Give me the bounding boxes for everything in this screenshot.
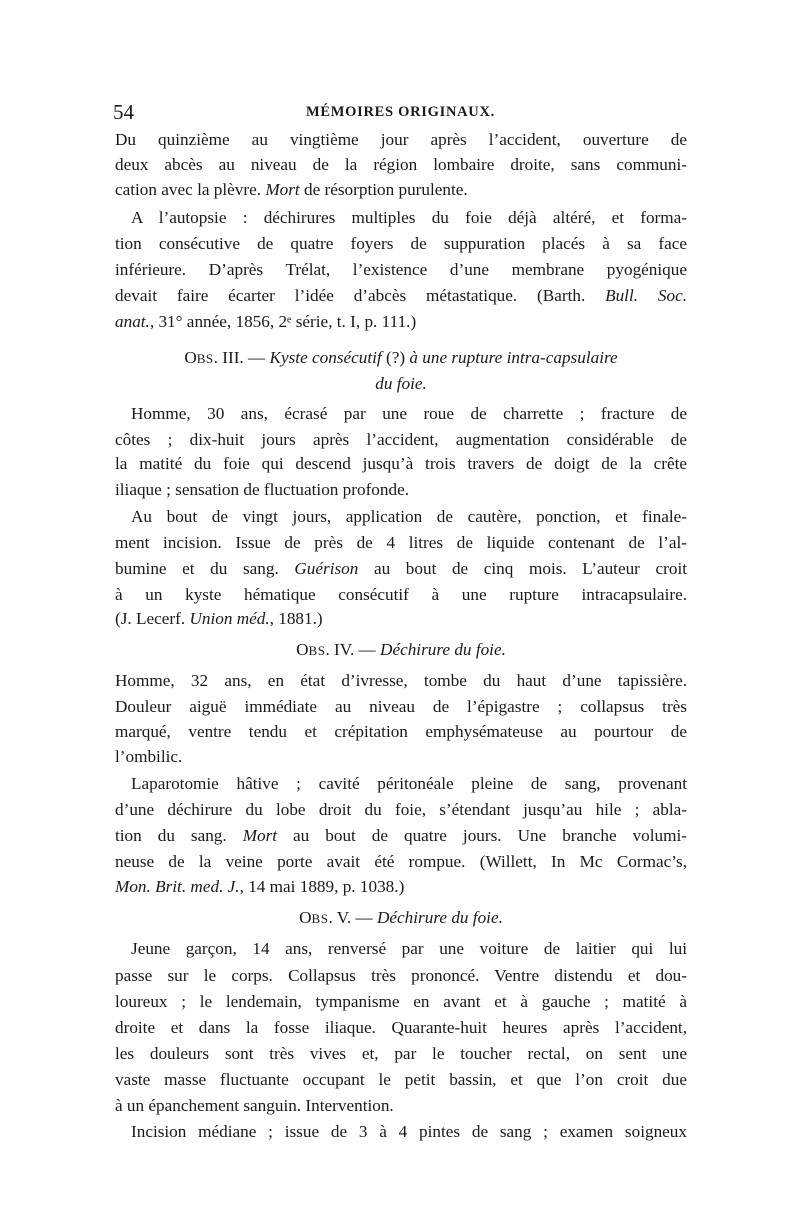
text-segment: Homme, 32 ans, en état d’ivresse, tombe du haut d’une tapissière.: [115, 671, 687, 690]
text-line: [115, 557, 687, 581]
text-segment: Douleur aiguë immédiate au niveau de l’épigastre ; collapsus très: [115, 697, 687, 716]
text-segment: vaste masse fluctuante occupant le petit bassin, et que l’on croit due: [115, 1070, 687, 1089]
text-segment: au bout de quatre jours. Une branche volumi-: [277, 826, 687, 845]
text-segment: au bout de cinq mois. L’auteur croit: [358, 559, 687, 578]
text-line: [115, 452, 687, 476]
text-segment: devait faire écarter l’idée d’abcès métastatique. (Barth.: [115, 286, 606, 305]
text-line: [115, 1042, 687, 1066]
text-segment: de résorption purulente.: [299, 180, 468, 199]
text-line: [115, 875, 687, 899]
italic-text: Mon. Brit. med. J.: [115, 877, 240, 896]
text-line: [115, 153, 687, 177]
text-segment: neuse de la veine porte avait été rompue. (Willett, In Mc Cormac’s,: [115, 852, 687, 871]
text-segment: Du quinzième au vingtième jour après l’accident, ouverture de: [115, 130, 687, 149]
text-line: [115, 798, 687, 822]
text-segment: marqué, ventre tendu et crépitation emphysémateuse au pourtour de: [115, 722, 687, 741]
text-segment: à un épanchement sanguin. Intervention.: [115, 1096, 394, 1115]
text-segment: loureux ; le lendemain, tympanisme en avant et à gauche ; matité à: [115, 992, 687, 1011]
text-segment: inférieure. D’après Trélat, l’existence d’une membrane pyogénique: [115, 260, 687, 279]
observation-heading: [115, 346, 687, 371]
text-segment: . III. —: [213, 348, 270, 367]
text-line: [131, 937, 687, 961]
text-line: [115, 1068, 687, 1092]
italic-text: Mort: [265, 180, 300, 199]
observation-heading: [115, 372, 687, 396]
text-segment: deux abcès au niveau de la région lombaire droite, sans communi-: [115, 155, 687, 174]
text-line: [115, 1016, 687, 1040]
text-segment: l’ombilic.: [115, 747, 183, 766]
text-line: [115, 531, 687, 555]
text-segment: (J. Lecerf.: [115, 609, 190, 628]
text-line: [115, 695, 687, 719]
observation-heading: [115, 906, 687, 931]
italic-text: à une rupture intra-capsulaire: [409, 348, 618, 367]
text-line: [115, 720, 687, 744]
observation-heading: [115, 638, 687, 663]
text-segment: Incision médiane ; issue de 3 à 4 pintes de sang ; examen soigneux: [131, 1122, 687, 1141]
text-line: [115, 964, 687, 988]
text-segment: tion consécutive de quatre foyers de suppuration placés à sa face: [115, 234, 687, 253]
text-segment: (?): [381, 348, 410, 367]
text-segment: à un kyste hématique consécutif à une rupture intracapsulaire.: [115, 585, 687, 604]
text-line: [131, 772, 687, 796]
italic-text: du foie.: [375, 374, 427, 393]
text-line: [115, 745, 687, 769]
text-segment: . V. —: [328, 908, 378, 927]
text-line: [115, 478, 687, 502]
text-line: [115, 1094, 687, 1118]
text-segment: O: [296, 640, 309, 659]
text-segment: , 1881.): [269, 609, 323, 628]
italic-text: Mort: [242, 826, 278, 845]
italic-text: Kyste consécutif: [269, 348, 382, 367]
text-segment: A l’autopsie : déchirures multiples du foie déjà altéré, et forma-: [131, 208, 687, 227]
page-header: [113, 100, 688, 130]
text-segment: , 31° année, 1856, 2ᵉ série, t. I, p. 111.): [149, 312, 417, 331]
text-segment: droite et dans la fosse iliaque. Quarante-huit heures après l’accident,: [115, 1018, 687, 1037]
text-segment: BS: [196, 351, 214, 366]
text-segment: cation avec la plèvre.: [115, 180, 266, 199]
text-line: [115, 583, 687, 607]
text-segment: passe sur le corps. Collapsus très prononcé. Ventre distendu et dou-: [115, 966, 687, 985]
italic-text: anat.: [115, 312, 150, 331]
text-line: [115, 669, 687, 693]
italic-text: Déchirure du foie.: [380, 640, 506, 659]
text-segment: iliaque ; sensation de fluctuation profonde.: [115, 480, 410, 499]
text-line: [115, 824, 687, 848]
text-segment: BS: [311, 911, 329, 926]
text-segment: la matité du foie qui descend jusqu’à trois travers de doigt de la crête: [115, 454, 687, 473]
text-segment: Laparotomie hâtive ; cavité péritonéale pleine de sang, provenant: [131, 774, 687, 793]
running-title: MÉMOIRES ORIGINAUX.: [306, 104, 495, 120]
text-segment: BS: [308, 643, 326, 658]
text-segment: d’une déchirure du lobe droit du foie, s’étendant jusqu’au hile ; abla-: [115, 800, 687, 819]
text-line: [115, 284, 687, 308]
text-line: [131, 402, 687, 426]
text-line: [131, 505, 687, 529]
text-segment: . IV. —: [325, 640, 381, 659]
text-segment: ment incision. Issue de près de 4 litres de liquide contenant de l’al-: [115, 533, 687, 552]
italic-text: Bull. Soc.: [605, 286, 687, 305]
text-line: [115, 128, 687, 152]
text-segment: , 14 mai 1889, p. 1038.): [239, 877, 405, 896]
text-line: [131, 1120, 687, 1144]
text-line: [115, 258, 687, 282]
text-segment: les douleurs sont très vives et, par le toucher rectal, on sent une: [115, 1044, 687, 1063]
text-segment: O: [299, 908, 312, 927]
italic-text: Guérison: [294, 559, 359, 578]
text-line: [115, 850, 687, 874]
text-line: [131, 206, 687, 230]
text-line: [115, 310, 687, 334]
page-number: 54: [113, 100, 134, 124]
text-segment: tion du sang.: [115, 826, 243, 845]
text-segment: Jeune garçon, 14 ans, renversé par une voiture de laitier qui lui: [131, 939, 687, 958]
text-segment: Au bout de vingt jours, application de cautère, ponction, et finale-: [131, 507, 687, 526]
text-segment: Homme, 30 ans, écrasé par une roue de charrette ; fracture de: [131, 404, 687, 423]
italic-text: Déchirure du foie.: [377, 908, 503, 927]
text-segment: bumine et du sang.: [115, 559, 295, 578]
text-line: [115, 232, 687, 256]
text-segment: côtes ; dix-huit jours après l’accident, augmentation considérable de: [115, 430, 687, 449]
text-line: [115, 428, 687, 452]
text-segment: O: [184, 348, 197, 367]
text-line: [115, 990, 687, 1014]
text-line: [115, 178, 687, 202]
text-line: [115, 607, 687, 631]
italic-text: Union méd.: [189, 609, 270, 628]
